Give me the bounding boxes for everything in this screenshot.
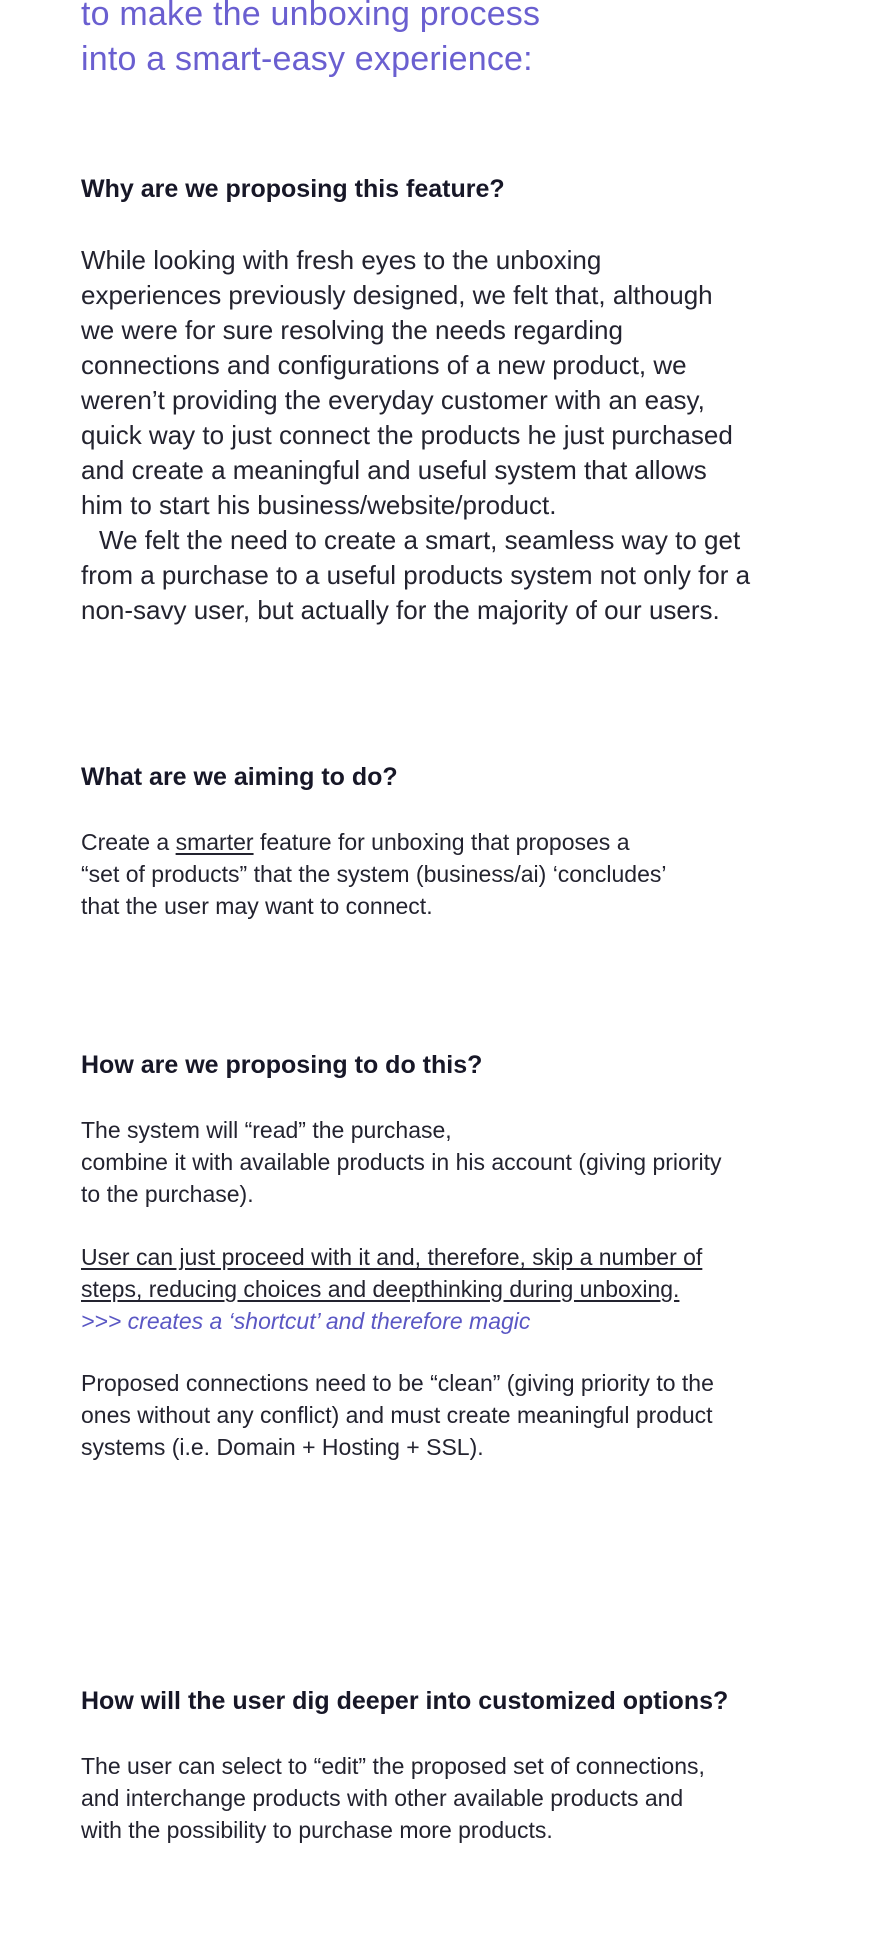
- why-line-4: connections and configurations of a new product, we: [81, 350, 687, 380]
- how-clean-line-2: ones without any conflict) and must create meaningful product: [81, 1402, 713, 1428]
- how-clean-paragraph: [81, 1367, 714, 1463]
- why-line-1: While looking with fresh eyes to the unboxing: [81, 245, 602, 275]
- why-line-9: We felt the need to create a smart, seamless way to get: [99, 525, 741, 555]
- how-underlined-line-1: User can just proceed with it and, therefore, skip a number of: [81, 1244, 703, 1270]
- deeper-line-2: and interchange products with other available products and: [81, 1785, 684, 1811]
- why-line-3: we were for sure resolving the needs regarding: [81, 315, 623, 345]
- how-shortcut-paragraph: [81, 1241, 702, 1337]
- why-line-2: experiences previously designed, we felt that, although: [81, 280, 713, 310]
- aim-line-3: that the user may want to connect.: [81, 893, 433, 919]
- how-magic-note: >>> creates a ‘shortcut’ and therefore magic: [81, 1308, 531, 1334]
- how-line-2: combine it with available products in his account (giving priority: [81, 1149, 722, 1175]
- why-line-11: non-savy user, but actually for the majority of our users.: [81, 595, 720, 625]
- how-line-3: to the purchase).: [81, 1181, 254, 1207]
- why-line-7: and create a meaningful and useful system that allows: [81, 455, 707, 485]
- deeper-paragraph: [81, 1750, 705, 1846]
- aim-title: What are we aiming to do?: [81, 763, 398, 791]
- why-title: Why are we proposing this feature?: [81, 175, 505, 203]
- deeper-line-3: with the possibility to purchase more products.: [81, 1817, 553, 1843]
- how-clean-line-1: Proposed connections need to be “clean” (giving priority to the: [81, 1370, 714, 1396]
- aim-line-2: “set of products” that the system (business/ai) ‘concludes’: [81, 861, 667, 887]
- intro-line-1: to make the unboxing process: [81, 0, 541, 33]
- how-underlined-line-2: steps, reducing choices and deepthinking during unboxing.: [81, 1276, 680, 1302]
- how-paragraph: [81, 1114, 721, 1210]
- intro-line-2: into a smart-easy experience:: [81, 40, 533, 78]
- why-paragraph: [81, 243, 750, 628]
- aim-line-1-post: feature for unboxing that proposes a: [253, 829, 630, 855]
- deeper-title: How will the user dig deeper into customized options?: [81, 1687, 729, 1715]
- why-line-5: weren’t providing the everyday customer with an easy,: [81, 385, 705, 415]
- aim-line-1-pre: Create a: [81, 829, 176, 855]
- how-clean-line-3: systems (i.e. Domain + Hosting + SSL).: [81, 1434, 484, 1460]
- why-line-10: from a purchase to a useful products system not only for a: [81, 560, 751, 590]
- intro-heading: [81, 0, 540, 82]
- deeper-line-1: The user can select to “edit” the proposed set of connections,: [81, 1753, 705, 1779]
- how-title: How are we proposing to do this?: [81, 1051, 483, 1079]
- aim-paragraph: [81, 826, 666, 922]
- how-line-1: The system will “read” the purchase,: [81, 1117, 452, 1143]
- why-line-6: quick way to just connect the products he just purchased: [81, 420, 733, 450]
- why-line-8: him to start his business/website/product.: [81, 490, 557, 520]
- aim-underlined-word: smarter: [175, 829, 254, 855]
